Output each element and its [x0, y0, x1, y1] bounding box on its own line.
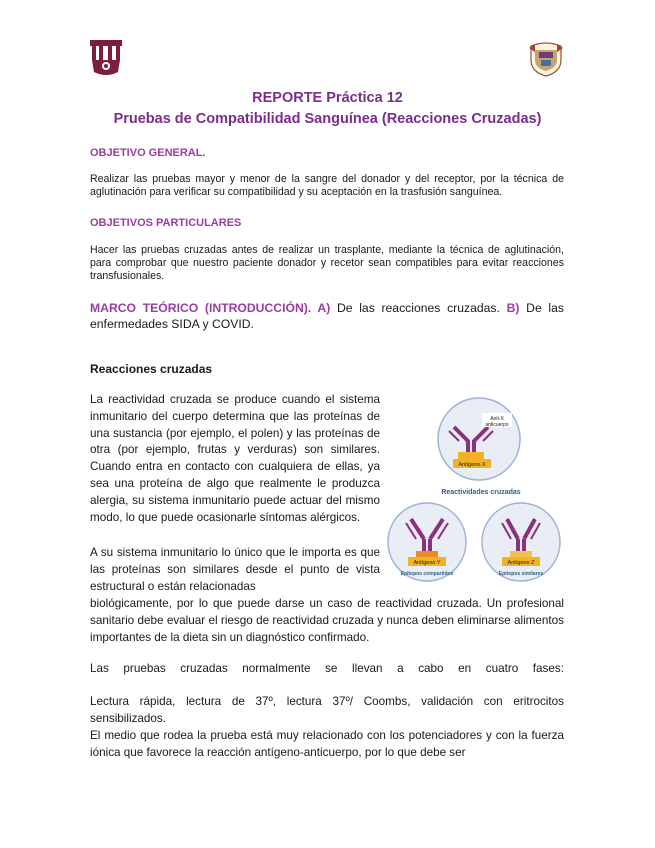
objetivo-general-text: Realizar las pruebas mayor y menor de la sangre del donador y del receptor, por la técnica de aglutinación para verificar su compatibilidad y su aceptación en la trasfusión sanguínea. — [90, 173, 564, 198]
antigen-z-label: Antígeno Z — [507, 560, 535, 566]
antigen-x-shape — [458, 452, 484, 459]
reacciones-para-5: El medio que rodea la prueba está muy relacionado con los potenciadores y con la fuerza iónica que favorece la reacción antígeno-anticuerpo, por lo que debe ser — [90, 729, 564, 759]
reacciones-para-2b: biológicamente, por lo que puede darse un caso de reactividad cruzada. Un profesional sanitario debe evaluar el riesgo de reactividad cruzada y nunca deben eliminarse alimentos importantes de la dieta sin un diagnóstico confirmado. — [90, 597, 564, 644]
marco-part-a: De las reacciones cruzadas. — [330, 301, 507, 315]
left-circle — [388, 503, 466, 581]
ipn-logo-icon — [88, 38, 124, 78]
report-title: REPORTE Práctica 12 — [252, 90, 403, 106]
anticuerpo-label: anticuerpo — [485, 422, 509, 428]
caption-right: Epítopos similares — [498, 571, 544, 577]
antigen-y-shape — [416, 551, 438, 557]
institution-crest-icon — [527, 38, 565, 78]
cross-reactivity-figure — [386, 397, 570, 591]
objetivo-general-heading: OBJETIVO GENERAL. — [90, 147, 206, 159]
marco-part-b: De las enfermedades SIDA y COVID. — [90, 301, 564, 331]
reacciones-para-1: La reactividad cruzada se produce cuando el sistema inmunitario del cuerpo determina que las proteínas de una sustancia (por ejemplo, el polen) y las proteínas de otra (por ejemplo, frutas y verduras) son similares. Cuando entra en contacto con cualquiera de ellas, ya sea una proteína de algo que realmente le produzca alergia, su sistema inmunitario puede actuar del mismo modo, lo que puede ocasionarle síntomas alérgicos. — [90, 393, 380, 524]
reacciones-para-3: Las pruebas cruzadas normalmente se llevan a cabo en cuatro fases: — [90, 662, 564, 675]
antigen-x-label: Antígeno X — [458, 462, 486, 468]
caption-left: Epítopos compartidos — [400, 571, 454, 577]
anti-x-label: Anti-X — [490, 416, 504, 422]
reacciones-para-4: Lectura rápida, lectura de 37º, lectura 37º/ Coombs, validación con eritrocitos sensibilizados. — [90, 695, 564, 725]
marco-label-b: B) — [506, 301, 520, 315]
reacciones-heading: Reacciones cruzadas — [90, 362, 213, 376]
objetivos-particulares-text: Hacer las pruebas cruzadas antes de realizar un trasplante, mediante la técnica de aglutinación, para comprobar que nuestro paciente donador y recetor sean compatibles para evitar reacciones transfusionales. — [90, 244, 564, 282]
reacciones-para-2a: A su sistema inmunitario lo único que le importa es que las proteínas son similares desde el punto de vista estructural o están relacionadas — [90, 546, 380, 593]
objetivos-particulares-heading: OBJETIVOS PARTICULARES — [90, 217, 242, 229]
right-circle — [482, 503, 560, 581]
figure-title: Reactividades cruzadas — [441, 489, 521, 496]
marco-label: MARCO TEÓRICO (INTRODUCCIÓN). A) — [90, 301, 331, 315]
antigen-z-shape — [510, 551, 532, 557]
antigen-y-label: Antígeno Y — [413, 560, 441, 566]
marco-teorico — [90, 300, 564, 332]
report-subtitle: Pruebas de Compatibilidad Sanguínea (Reacciones Cruzadas) — [113, 111, 542, 127]
